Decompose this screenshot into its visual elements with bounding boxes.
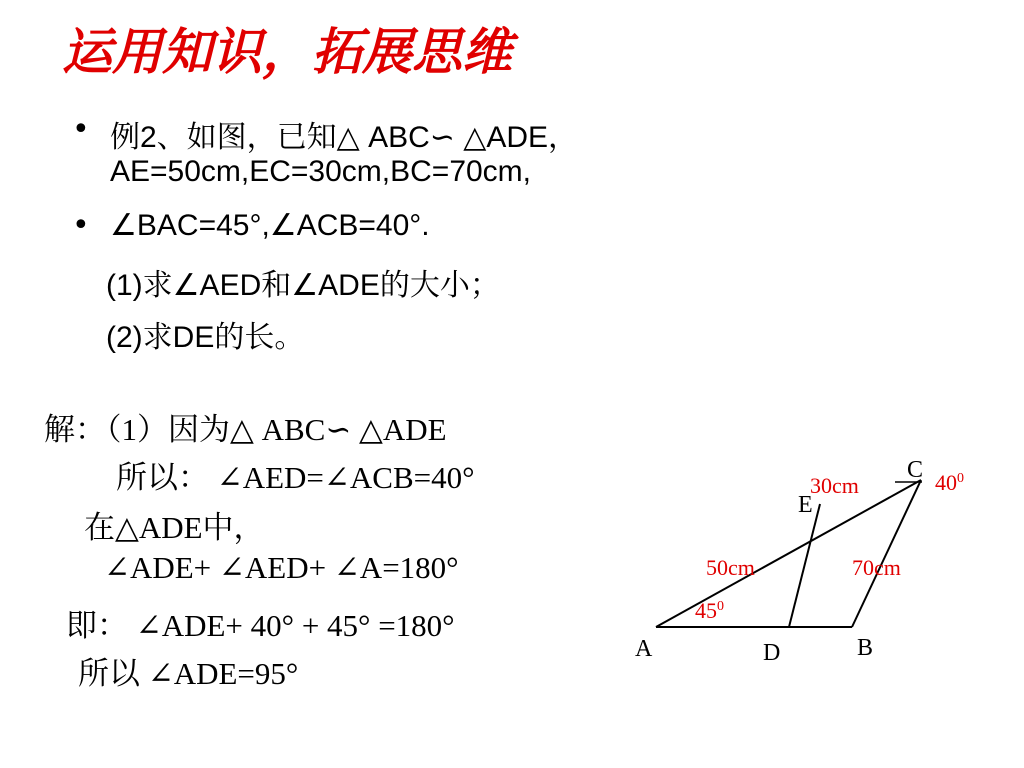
bullet-marker: •: [72, 208, 90, 243]
label-ae-length: 50cm: [706, 555, 755, 580]
segment-bc: [852, 480, 921, 627]
solution-line-6: 所以 ∠ADE=95°: [78, 656, 299, 691]
page-title: 运用知识，拓展思维: [62, 22, 512, 81]
problem-line-2: AE=50cm,EC=30cm,BC=70cm,: [110, 155, 532, 188]
solution-line-5: 即： ∠ADE+ 40° + 45° =180°: [66, 608, 455, 643]
problem-line-3: ∠BAC=45°,∠ACB=40°.: [110, 209, 430, 242]
problem-line-5: (2)求DE的长。: [106, 321, 305, 354]
solution-line-3: 在△ADE中，: [84, 510, 265, 545]
point-label-b: B: [857, 635, 874, 661]
problem-line-4: (1)求∠AED和∠ADE的大小；: [106, 269, 500, 302]
point-label-c: C: [907, 457, 924, 483]
solution-line-4: ∠ADE+ ∠AED+ ∠A=180°: [104, 550, 459, 585]
point-label-e: E: [798, 492, 813, 518]
solution-line-1: 解：（1）因为△ ABC∽ △ADE: [44, 412, 447, 447]
point-label-a: A: [635, 636, 653, 662]
label-angle-c: $40^0$: [935, 470, 964, 495]
label-bc-length: 70cm: [852, 555, 901, 580]
label-ec-length: 30cm: [810, 473, 859, 498]
point-label-d: D: [763, 640, 781, 666]
segment-de: [789, 504, 820, 627]
solution-line-2: 所以： ∠AED=∠ACB=40°: [116, 460, 475, 495]
label-angle-a: $45^0$: [695, 598, 724, 623]
bullet-marker: •: [72, 112, 90, 147]
problem-line-1: 例2、如图，已知△ ABC∽ △ADE，: [110, 121, 579, 154]
